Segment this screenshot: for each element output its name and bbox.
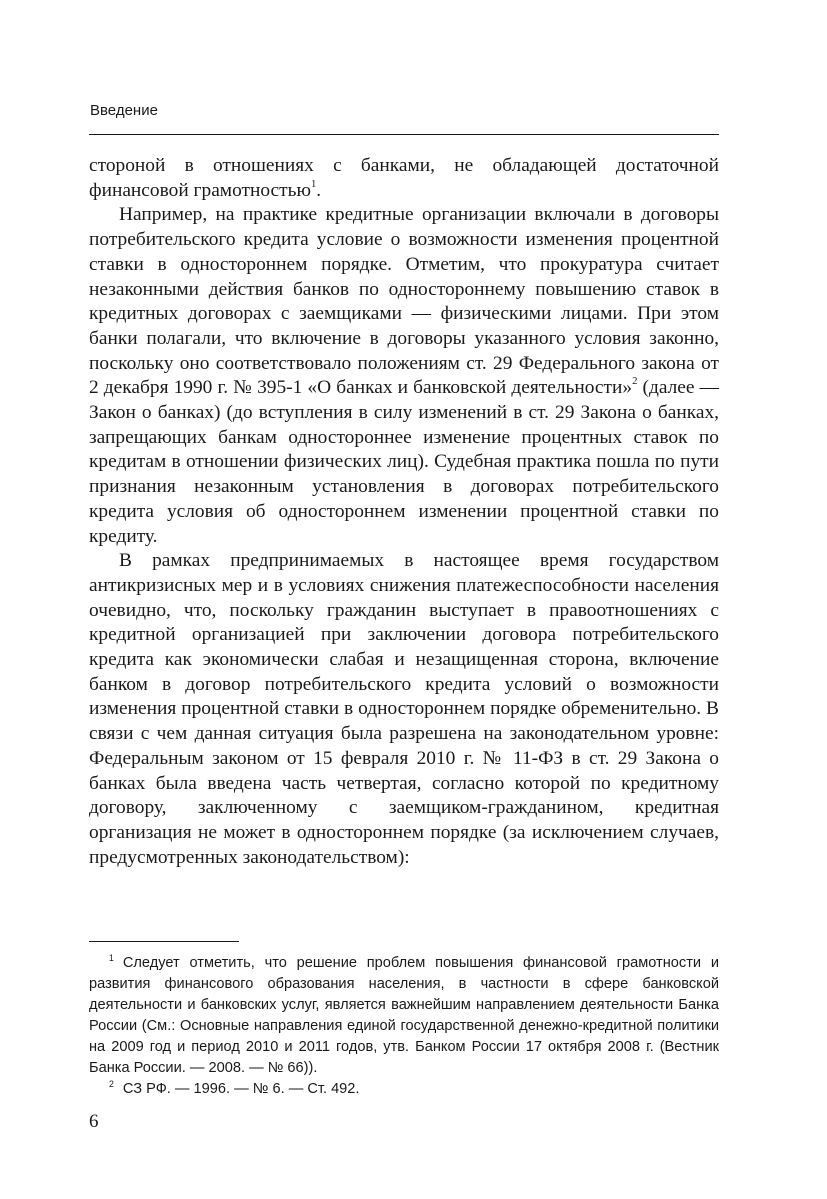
footnote-ref-1[interactable]: 1 <box>310 177 317 190</box>
paragraph-2 <box>89 203 719 549</box>
footnote-1-mark: 1 <box>109 952 114 963</box>
footnote-1 <box>89 953 719 1079</box>
paragraph-1-end: . <box>316 179 322 201</box>
footnote-2-text: СЗ РФ. — 1996. — № 6. — Ст. 492. <box>122 1081 360 1097</box>
footnote-divider <box>89 941 239 942</box>
footnote-2-mark: 2 <box>109 1078 114 1089</box>
paragraph-2-text-b: (далее — Закон о банках) (до вступления в силу изменений в ст. 29 Закона о банках, запрещающих банкам одностороннее изменение процентных ставок по кредитам в отношении физических лиц). Судебная практика пошла по пути признания незаконным установления в договорах потребительского кредита условия об одностороннем изменении процентной ставки по кредиту. <box>89 377 719 547</box>
paragraph-3: В рамках предпринимаемых в настоящее время государством антикризисных мер и в условиях снижения платежеспособности населения очевидно, что, поскольку гражданин выступает в правоотношениях с кредитной организацией при заключении договора потребительского кредита как экономически слабая и незащищенная сторона, включение банком в договор потребительского кредита условий о возможности изменения процентной ставки в одностороннем порядке обременительно. В связи с чем данная ситуация была разрешена на законодательном уровне: Федеральным законом от 15 февраля 2010 г. № 11-ФЗ в ст. 29 Закона о банках была введена часть четвертая, согласно которой по кредитному договору, заключенному с заемщиком-гражданином, кредитная организация не может в одностороннем порядке (за исключением случаев, предусмотренных законодательством): <box>89 550 719 868</box>
paragraph-2-text-a: Например, на практике кредитные организации включали в договоры потребительского кредита условие о возможности изменения процентной ставки в одностороннем порядке. Отметим, что прокуратура считает незаконными действия банков по одностороннему повышению ставок в кредитных договорах с заемщиками — физическими лицами. При этом банки полагали, что включение в договоры указанного условия законно, поскольку оно соответствовало положениям ст. 29 Федерального закона от 2 декабря 1990 г. № 395-1 «О банках и банковской деятельности» <box>89 204 719 399</box>
footnote-1-text: Следует отметить, что решение проблем повышения финансовой грамотности и развития финансового образования населения, в частности в сфере банковской деятельности и банковских услуг, является важнейшим направлением деятельности Банка России (См.: Основные направления единой государственной денежно-кредитной политики на 2009 год и период 2010 и 2011 годов, утв. Банком России 17 октября 2008 г. (Вестник Банка России. — 2008. — № 66)). <box>89 955 719 1076</box>
footnotes <box>89 953 719 1100</box>
footnote-2 <box>89 1079 719 1100</box>
page-number: 6 <box>89 1111 99 1132</box>
running-head-title: Введение <box>90 102 158 119</box>
paragraph-1-text: стороной в отношениях с банками, не обладающей достаточной финансовой грамотностью <box>89 155 719 201</box>
main-text <box>89 154 719 870</box>
footnote-ref-2[interactable]: 2 <box>632 375 638 388</box>
paragraph-1 <box>89 154 719 203</box>
header-divider <box>89 134 719 135</box>
